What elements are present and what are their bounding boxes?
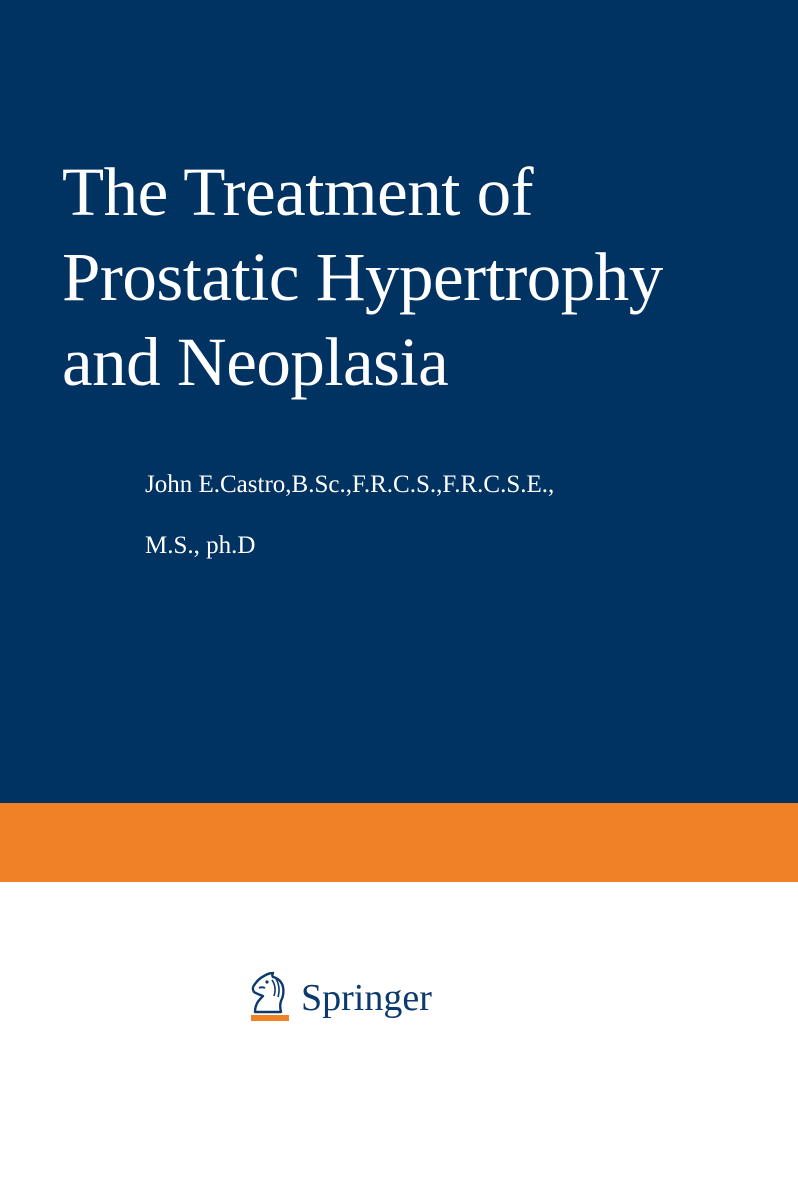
title-line: The Treatment of [62, 154, 534, 230]
cover-bottom-panel [0, 882, 798, 1200]
author-name: John E.Castro,B.Sc.,F.R.C.S.,F.R.C.S.E., [145, 471, 555, 498]
cover-accent-stripe [0, 803, 798, 882]
title-line: and Neoplasia [62, 324, 449, 400]
book-title [62, 150, 782, 405]
springer-knight-icon [245, 968, 293, 1024]
publisher-logo [245, 968, 485, 1028]
publisher-name: Springer [301, 977, 432, 1019]
author-degrees: M.S., ph.D [145, 532, 256, 559]
title-line: Prostatic Hypertrophy [62, 239, 663, 315]
